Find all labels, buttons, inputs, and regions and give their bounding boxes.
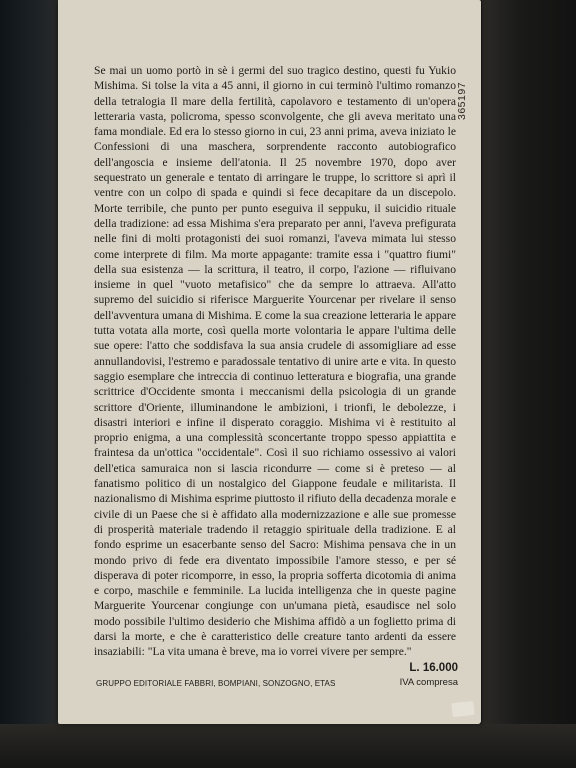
- publisher-line: GRUPPO EDITORIALE FABBRI, BOMPIANI, SONZOGNO, ETAS: [96, 679, 336, 688]
- catalog-code: 365197: [456, 81, 468, 120]
- price-label: L. 16.000: [409, 662, 458, 674]
- price-sticker-remnant: [451, 701, 474, 717]
- background-bottom: [0, 724, 576, 768]
- background-right: [482, 0, 576, 768]
- blurb-text: Se mai un uomo portò in sè i germi del suo tragico destino, questi fu Yukio Mishima. Si tolse la vita a 45 anni, il giorno in cui terminò l'ultimo romanzo della tetralogia Il mare della fertilità, capolavoro e testamento di un'opera letteraria vasta, policroma, spesso sconvolgente, che gli aveva meritato una fama mondiale. Ed era lo stesso giorno in cui, 23 anni prima, aveva iniziato le Confessioni di una maschera, sorprendente racconto autobiografico dell'angoscia e insieme dell'atonia. Il 25 novembre 1970, dopo aver sequestrato un generale e tentato di arringare le truppe, lo scrittore si aprì il ventre con un colpo di spada e quindi si fece decapitare da un discepolo. Morte terribile, che punto per punto eseguiva il seppuku, il suicidio rituale della tradizione: ad essa Mishima s'era preparato per anni, l'aveva prefigurata nelle fini di molti protagonisti dei suoi romanzi, l'aveva mimata lui stesso come interprete di film. Ma morte appagante: tramite essa i "quattro fiumi" della sua esistenza — la scrittura, il teatro, il corpo, l'azione — rifluivano insieme in quel "vuoto metafisico" che da sempre lo attraeva. All'atto supremo del suicidio si riferisce Marguerite Yourcenar per rivelare il senso dell'avventura umana di Mishima. E come la sua creazione letteraria le appare tutta votata alla morte, così quella morte volontaria le appare l'ultima delle sue opere: l'atto che soddisfava la sua ansia crudele di assomigliare ad esse annullandovisi, l'estremo e paradossale tentativo di unire arte e vita. In questo saggio esemplare che intreccia di continuo letteratura e biografia, una grande scrittrice d'Occidente smonta i meccanismi della psicologia di un grande scrittore d'Oriente, illuminandone le ambizioni, i trionfi, le debolezze, i disastri interiori e infine il disperato coraggio. Mishima vi è restituito al proprio enigma, a una complessità sconcertante troppo spesso appiattita e fraintesa da un'ottica "occidentale". Così il suo richiamo ossessivo ai valori dell'etica samuraica non si lascia ricondurre — come si è preteso — al fanatismo politico di un nostalgico del Giappone feudale e militarista. Il nazionalismo di Mishima esprime piuttosto il rifiuto della decadenza morale e civile di un Paese che si è affidato alla modernizzazione e alle sue promesse di prosperità materiale tradendo il retaggio spirituale della tradizione. E al fondo esprime un esacerbante senso del Sacro: Mishima pensava che in un mondo privo di fede era diventato impossibile l'amore stesso, e per sé disperava di poter ricomporre, in esso, la propria sofferta dicotomia di anima e corpo, maschile e femminile. La lucida intelligenza che in queste pagine Marguerite Yourcenar congiunge con un'umana pietà, esaudisce nel solo modo possibile l'ultimo desiderio che Mishima affidò a un foglietto prima di darsi la morte, e che è caratteristico delle creature tanto ardenti da essere insaziabili: "La vita umana è breve, ma io vorrei vivere per sempre.": [94, 64, 456, 659]
- vat-label: IVA compresa: [399, 677, 458, 688]
- background-left: [0, 0, 62, 768]
